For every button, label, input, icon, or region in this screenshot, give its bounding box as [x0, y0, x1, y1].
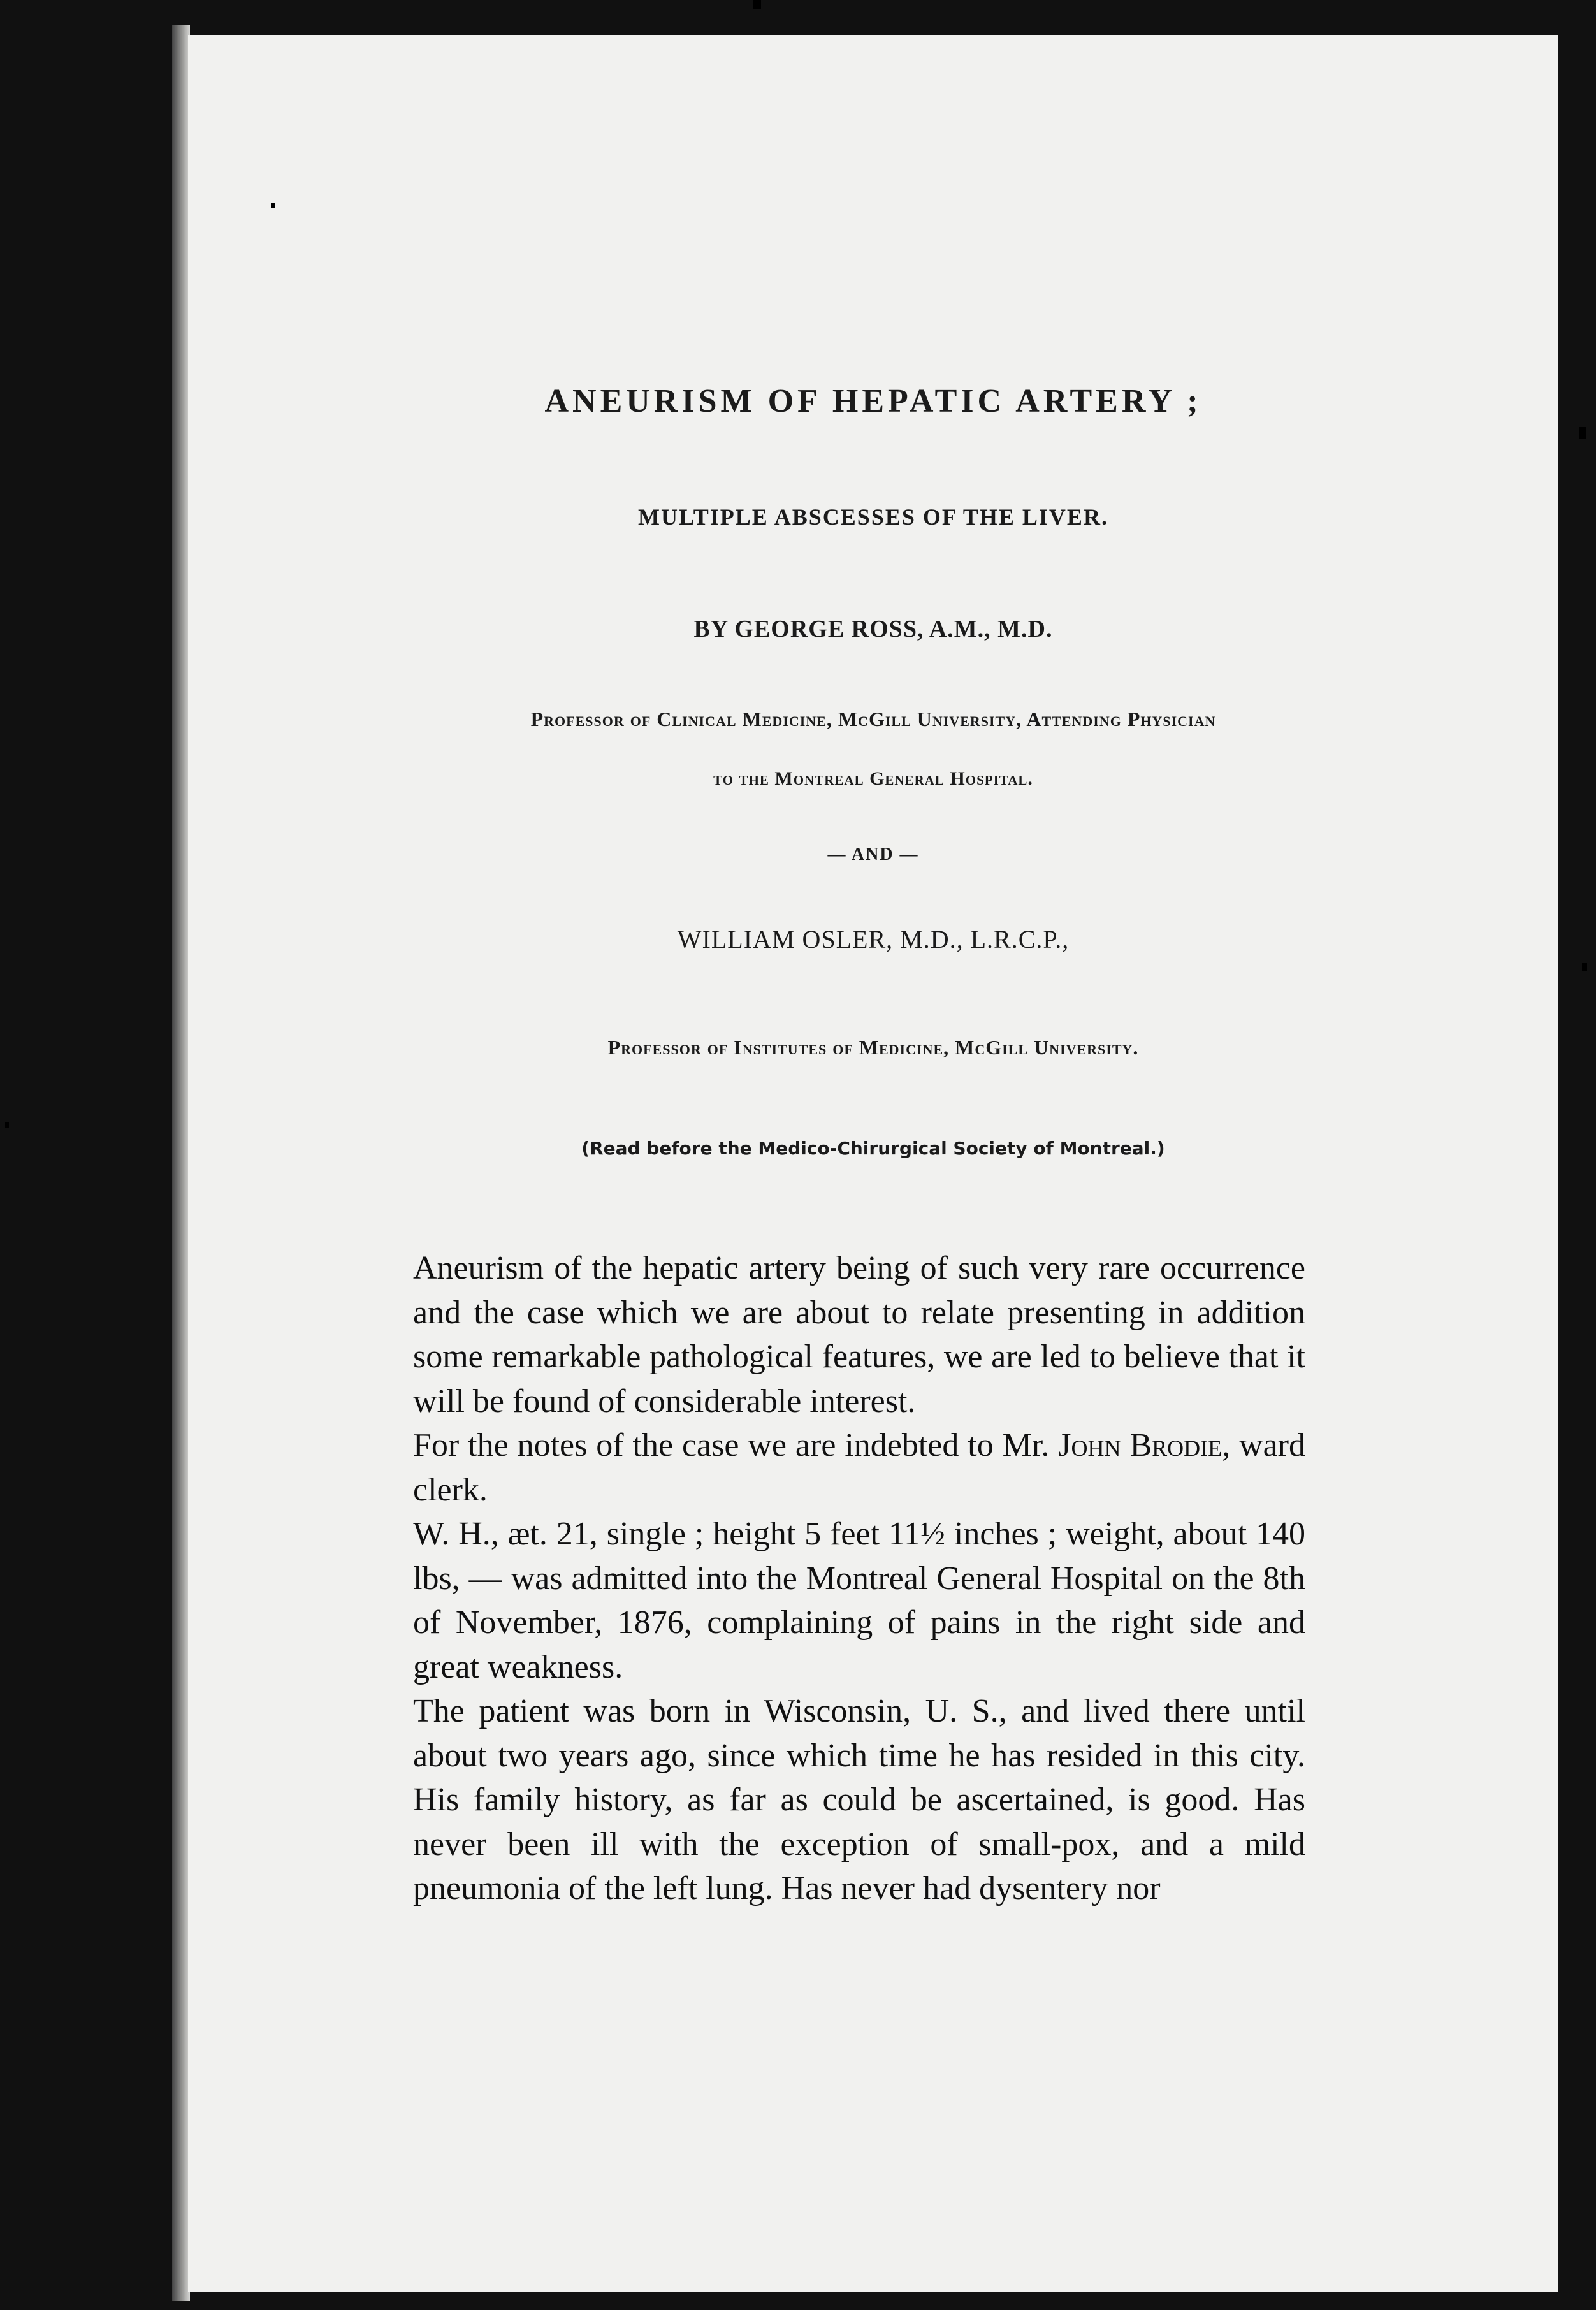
article-body — [413, 1246, 1305, 1911]
body-paragraph-1-text: Aneurism of the hepatic artery being of such very rare occurrence and the case which we are about to relate presenting in addition some remarkable pathological features, we are led to believe that it will be found of considerable interest. — [413, 1250, 1305, 1420]
read-note: (Read before the Medico-Chirurgical Society of Montreal.) — [581, 1138, 1165, 1159]
clerk-name: John Brodie — [1058, 1427, 1222, 1464]
body-paragraph-2 — [413, 1423, 1305, 1512]
author-osler: WILLIAM OSLER, M.D., L.R.C.P., — [677, 925, 1070, 954]
scan-speck — [271, 203, 275, 208]
author-ross: BY GEORGE ROSS, A.M., M.D. — [693, 616, 1053, 643]
body-paragraph-3: W. H., æt. 21, single ; height 5 feet 11½ inches ; weight, about 140 lbs, — was admitted into the Montreal General Hospital on the 8th of November, 1876, complaining of pains in the right side and great weakness. — [413, 1516, 1305, 1685]
body-paragraph-4: The patient was born in Wisconsin, U. S., and lived there until about two years ago, since which time he has resided in this city. His family history, as far as could be ascertained, is good. Has never been ill with the exception of small-pox, and a mild pneumonia of the left lung. Has never had dysentery nor — [413, 1693, 1305, 1907]
body-paragraph-1 — [413, 1246, 1305, 1423]
article-title: ANEURISM OF HEPATIC ARTERY ; — [544, 383, 1202, 419]
scan-speck — [753, 0, 761, 9]
author-ross-affiliation-1: Professor of Clinical Medicine, McGill University, Attending Physician — [530, 708, 1216, 730]
book-spine — [172, 25, 190, 2301]
scan-speck — [1579, 427, 1586, 439]
scan-speck — [5, 1122, 9, 1128]
body-paragraph-2-tail: , ward clerk. — [413, 1427, 1305, 1508]
author-ross-affiliation-2: to the Montreal General Hospital. — [713, 768, 1033, 789]
and-separator: — AND — — [827, 845, 919, 864]
scan-speck — [1582, 962, 1587, 971]
article-subtitle: MULTIPLE ABSCESSES OF THE LIVER. — [638, 504, 1108, 530]
author-osler-affiliation: Professor of Institutes of Medicine, McGill University. — [607, 1036, 1139, 1059]
body-paragraph-2-text: For the notes of the case we are indebted to Mr. — [413, 1427, 1050, 1464]
